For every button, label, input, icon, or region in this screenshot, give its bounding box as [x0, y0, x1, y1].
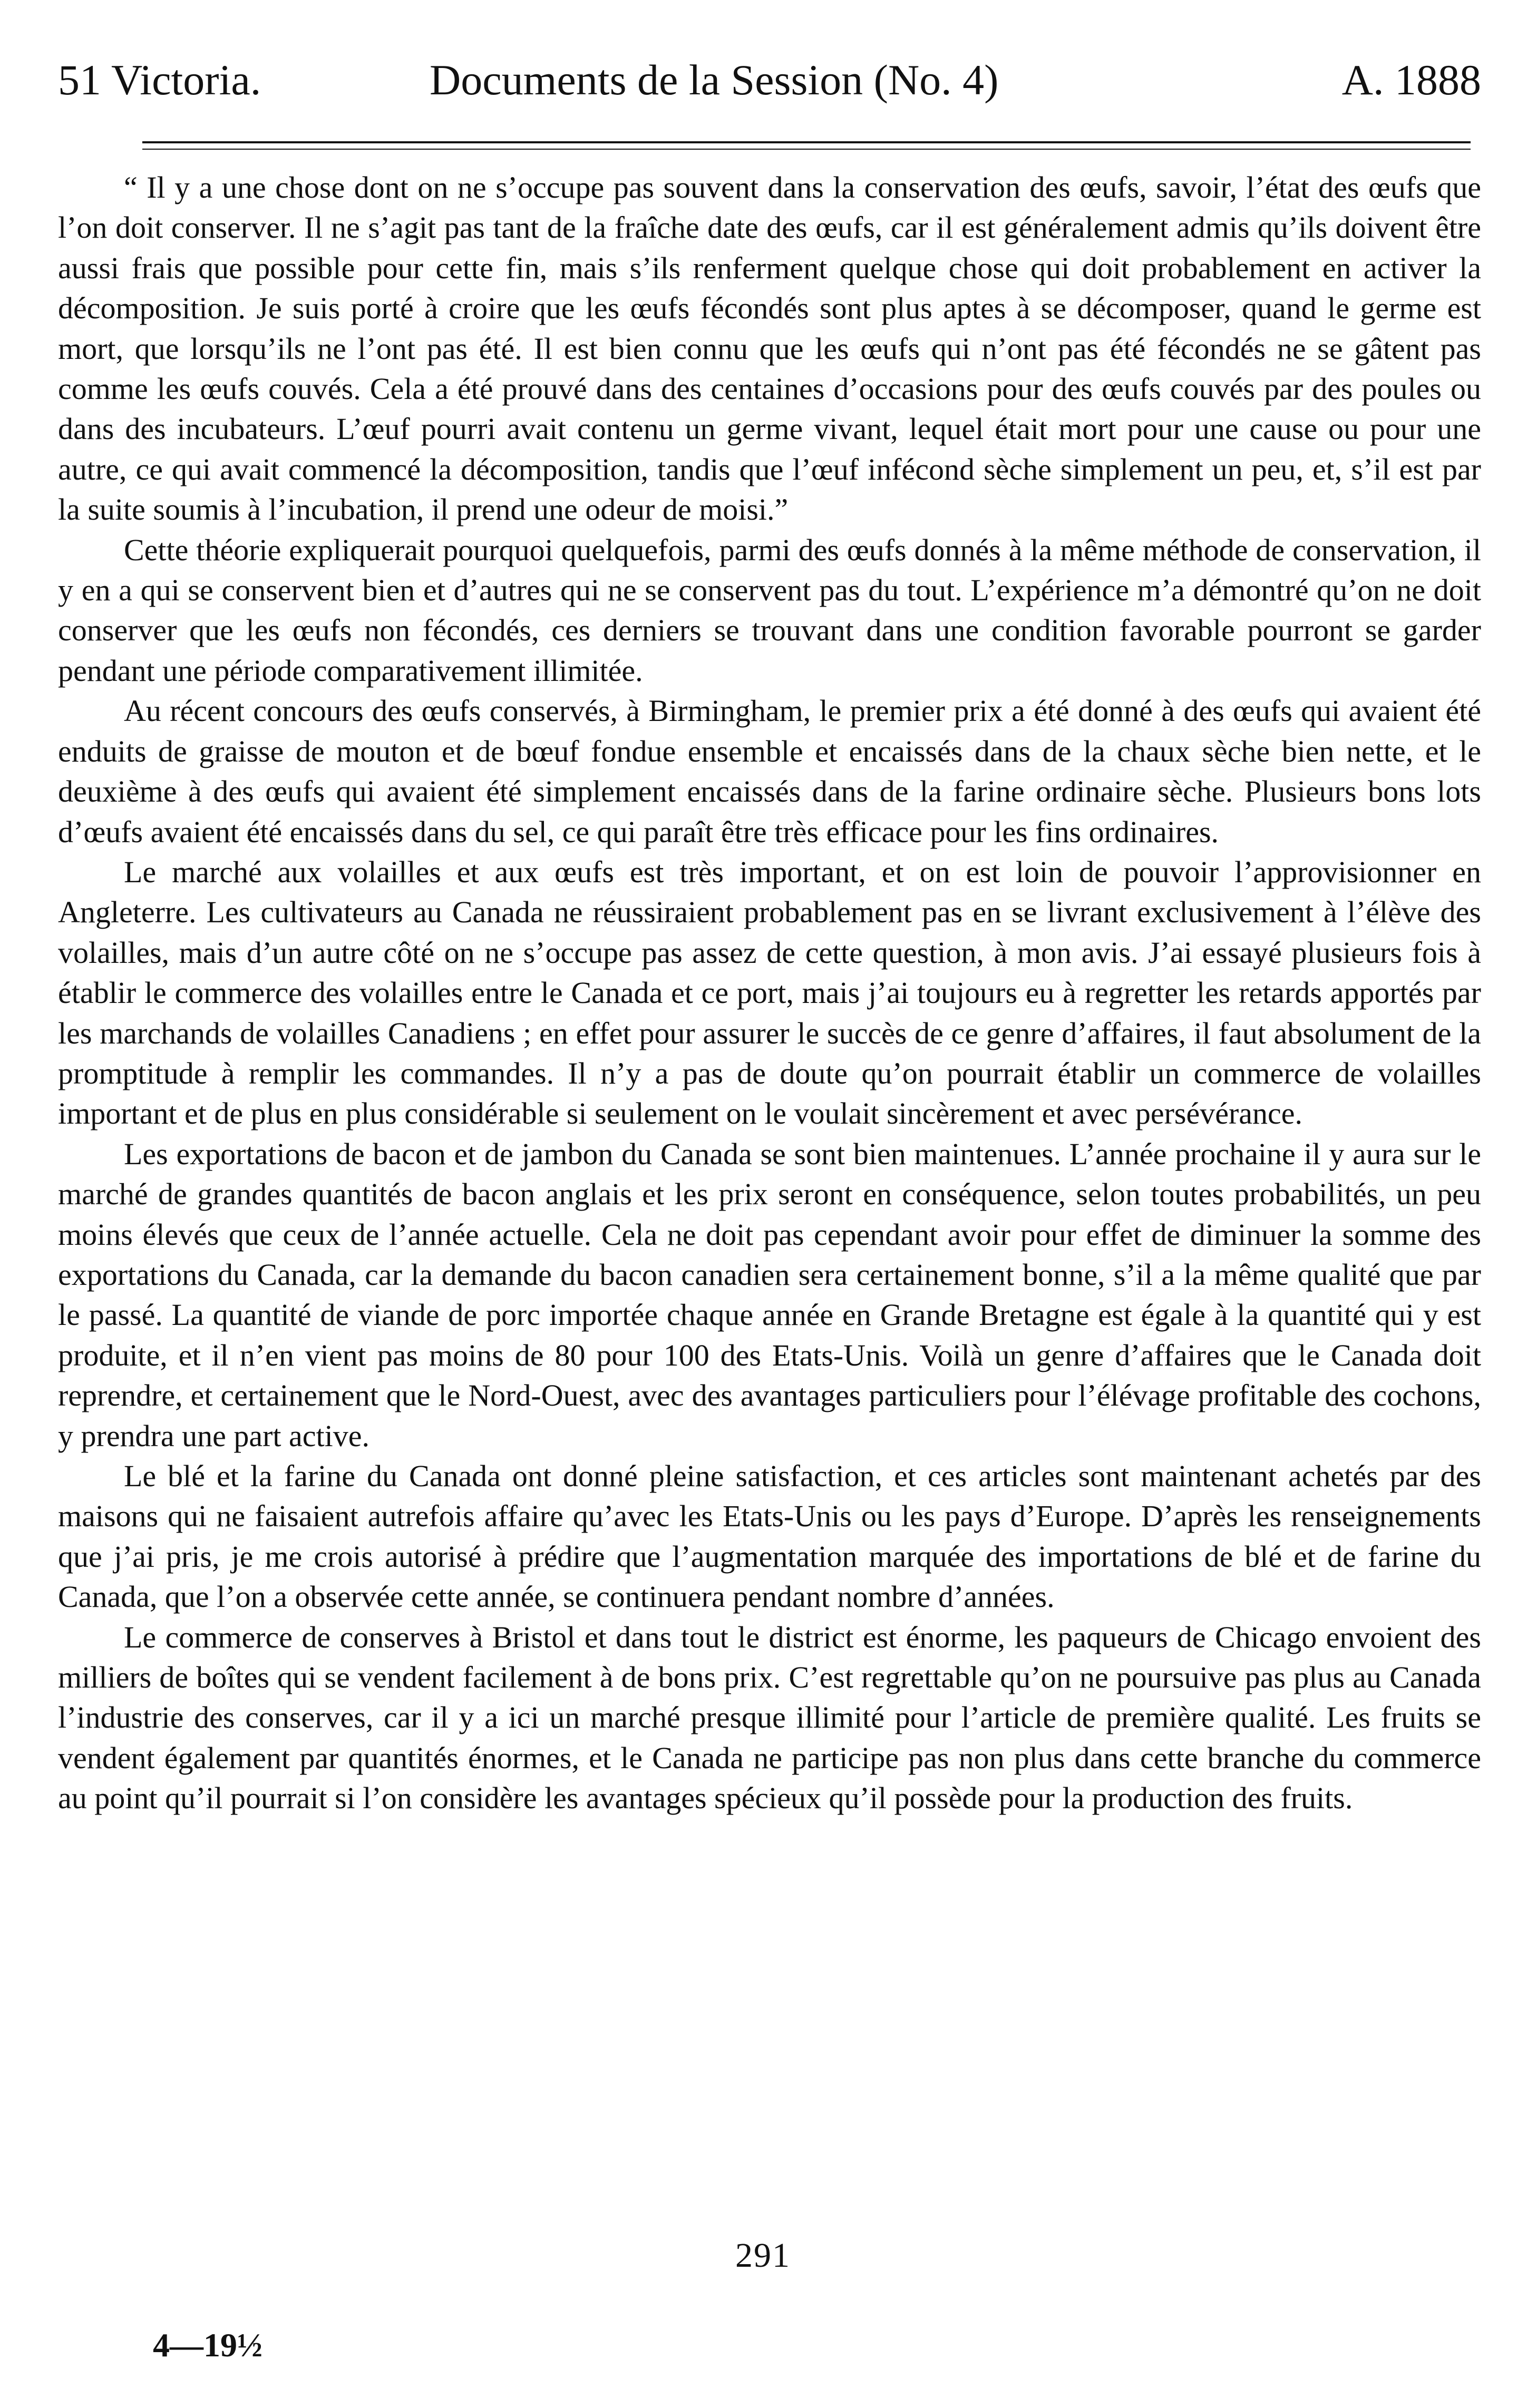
page-number: 291 — [735, 2236, 791, 2275]
header-year: A. 1888 — [1341, 56, 1481, 104]
paragraph: Les exportations de bacon et de jambon du Canada se sont bien maintenues. L’année prochaine il y aura sur le marché de grandes quantités de bacon anglais et les prix seront en conséquence, selon toutes probabilités, un peu moins élevés que ceux de l’année actuelle. Cela ne doit pas cependant avoir pour effet de diminuer la somme des exportations du Canada, car la demande du bacon canadien sera certainement bonne, s’il a la même qualité que par le passé. La quantité de viande de porc importée chaque année en Grande Bretagne est égale à la quantité qui y est produite, et il n’en vient pas moins de 80 pour 100 des Etats-Unis. Voilà un genre d’affaires que le Canada doit reprendre, et certainement que le Nord-Ouest, avec des avantages particuliers pour l’élévage profitable des cochons, y prendra une part active. — [58, 1136, 1481, 1453]
header-rule — [142, 141, 1471, 150]
header-title: Documents de la Session (No. 4) — [430, 56, 999, 104]
paragraph: Le marché aux volailles et aux œufs est très important, et on est loin de pouvoir l’approvisionner en Angleterre. Les cultivateurs au Canada ne réussiraient probablement pas en se livrant exclusivement à l’élève des volailles, mais d’un autre côté on ne s’occupe pas assez de cette question, à mon avis. J’ai essayé plusieurs fois à établir le commerce des volailles entre le Canada et ce port, mais j’ai toujours eu à regretter les retards apportés par les marchands de volailles Canadiens ; en effet pour assurer le succès de ce genre d’affaires, il faut absolument de la promptitude à remplir les commandes. Il n’y a pas de doute qu’on pourrait établir un commerce de volailles important et de plus en plus considérable si seulement on le voulait sincèrement et avec persévérance. — [58, 854, 1481, 1131]
paragraph: Le commerce de conserves à Bristol et dans tout le district est énorme, les paqueurs de Chicago envoient des milliers de boîtes qui se vendent facilement à de bons prix. C’est regrettable qu’on ne poursuive pas plus au Canada l’industrie des conserves, car il y a ici un marché presque illimité pour l’article de première qualité. Les fruits se vendent également par quantités énormes, et le Canada ne participe pas non plus dans cette branche du commerce au point qu’il pourrait si l’on considère les avantages spécieux qu’il possède pour la production des fruits. — [58, 1620, 1481, 1816]
paragraph: Au récent concours des œufs conservés, à Birmingham, le premier prix a été donné à des œufs qui avaient été enduits de graisse de mouton et de bœuf fondue ensemble et encaissés dans de la chaux sèche bien nette, et le deuxième à des œufs qui avaient été simplement encaissés dans de la farine ordinaire sèche. Plusieurs bons lots d’œufs avaient été encaissés dans du sel, ce qui paraît être très efficace pour les fins ordinaires. — [58, 694, 1481, 849]
paragraph: Cette théorie expliquerait pourquoi quelquefois, parmi des œufs donnés à la même méthode de conservation, il y en a qui se conservent bien et d’autres qui ne se conservent pas du tout. L’expérience m’a démontré qu’on ne doit conserver que les œufs non fécondés, ces derniers se trouvant dans une condition favorable pourront se garder pendant une période comparativement illimitée. — [58, 532, 1481, 688]
signature-mark: 4—19½ — [153, 2326, 262, 2364]
paragraph: “ Il y a une chose dont on ne s’occupe pas souvent dans la conservation des œufs, savoir, l’état des œufs que l’on doit conserver. Il ne s’agit pas tant de la fraîche date des œufs, car il est généralement admis qu’ils doivent être aussi frais que possible pour cette fin, mais s’ils renferment quelque chose qui doit probablement en activer la décomposition. Je suis porté à croire que les œufs fécondés sont plus aptes à se décomposer, quand le germe est mort, que lorsqu’ils ne l’ont pas été. Il est bien connu que les œufs qui n’ont pas été fécondés ne se gâtent pas comme les œufs couvés. Cela a été prouvé dans des centaines d’occasions pour des œufs couvés par des poules ou dans des incubateurs. L’œuf pourri avait contenu un germe vivant, lequel était mort pour une cause ou pour une autre, ce qui avait commencé la décomposition, tandis que l’œuf infécond sèche simplement un peu, et, s’il est par la suite soumis à l’incubation, il prend une odeur de moisi.” — [58, 170, 1481, 527]
paragraph: Le blé et la farine du Canada ont donné pleine satisfaction, et ces articles sont maintenant achetés par des maisons qui ne faisaient autrefois affaire qu’avec les Etats-Unis ou les pays d’Europe. D’après les renseignements que j’ai pris, je me crois autorisé à prédire que l’augmentation marquée des importations de blé et de farine du Canada, que l’on a observée cette année, se continuera pendant nombre d’années. — [58, 1459, 1481, 1614]
running-header — [58, 48, 1481, 112]
body-text — [58, 168, 1481, 2223]
header-volume: 51 Victoria. — [58, 56, 261, 104]
